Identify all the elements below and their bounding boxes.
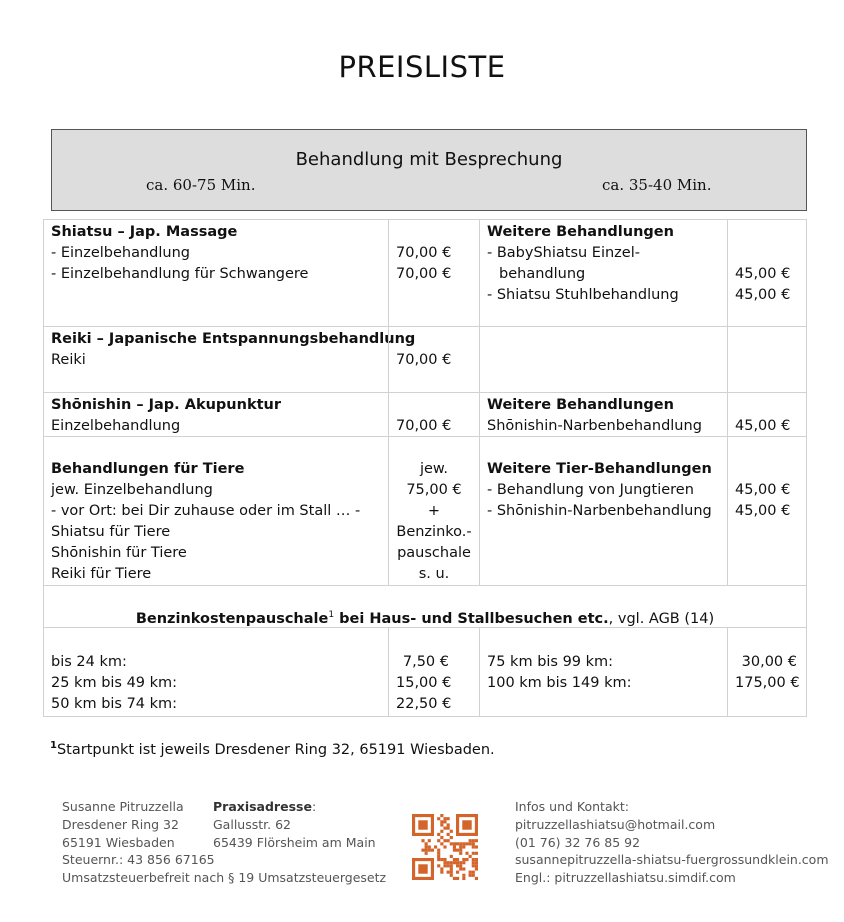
footer-practice: [213, 798, 376, 851]
fuel-left-price1: 7,50 €: [402, 654, 449, 670]
shiatsu-price2: 70,00 €: [396, 266, 452, 282]
reiki-price1: 70,00 €: [396, 352, 452, 368]
animals-line1: jew. Einzelbehandlung: [51, 482, 213, 498]
fuel-left-labels: [43, 627, 389, 717]
footer-practice-colon: :: [311, 799, 317, 814]
shiatsu-line1: - Einzelbehandlung: [51, 245, 190, 261]
qr-code-icon: [412, 814, 478, 880]
shonishin-cell: [43, 392, 389, 437]
reiki-heading: Reiki – Japanische Entspannungsbehandlung: [51, 331, 416, 347]
footer-owner-line2: Dresdener Ring 32: [62, 816, 179, 832]
fuel-left-label3: 50 km bis 74 km:: [51, 696, 178, 712]
shiatsu-more-price1: 45,00 €: [735, 266, 791, 282]
shiatsu-heading: Shiatsu – Jap. Massage: [51, 224, 238, 240]
footer-owner-line4: Steuernr.: 43 856 67165: [62, 852, 215, 868]
fuel-right-label1: 75 km bis 99 km:: [487, 654, 614, 670]
shonishin-more-cell: [479, 392, 728, 437]
shiatsu-price1: 70,00 €: [396, 245, 452, 261]
fuel-title-sup: 1: [328, 610, 335, 620]
shonishin-more-heading: Weitere Behandlungen: [487, 397, 674, 413]
footer-practice-label: Praxisadresse: [213, 799, 312, 814]
footer-owner-line1: Susanne Pitruzzella: [62, 799, 184, 814]
fuel-right-prices: [727, 627, 807, 717]
page-title: PREISLISTE: [338, 50, 506, 84]
shiatsu-line2: - Einzelbehandlung für Schwangere: [51, 266, 309, 282]
footnote-sup: 1: [50, 740, 57, 751]
animals-line5: Reiki für Tiere: [51, 566, 152, 582]
footer-contact-line1: Infos und Kontakt:: [515, 799, 629, 814]
reiki-line1: Reiki: [51, 352, 86, 368]
shonishin-more-line1: Shōnishin-Narbenbehandlung: [487, 418, 702, 434]
footer-contact-website-en[interactable]: Engl.: pitruzzellashiatsu.simdif.com: [515, 870, 736, 886]
reiki-empty-price: [727, 326, 807, 393]
fuel-left-label1: bis 24 km:: [51, 654, 127, 670]
animals-more-price1: 45,00 €: [735, 482, 791, 498]
animals-price-line4: Benzinko.-: [396, 524, 472, 540]
animals-more-line1: - Behandlung von Jungtieren: [487, 482, 694, 498]
reiki-cell: [43, 326, 416, 393]
animals-more-heading: Weitere Tier-Behandlungen: [487, 461, 712, 477]
footnote-text: Startpunkt ist jeweils Dresdener Ring 32, 65191 Wiesbaden.: [56, 741, 495, 758]
animals-price-line6: s. u.: [418, 566, 450, 582]
fuel-left-price3: 22,50 €: [396, 696, 452, 712]
animals-more-price2: 45,00 €: [735, 503, 791, 519]
footer-owner-line5: Umsatzsteuerbefreit nach § 19 Umsatzsteuergesetz: [62, 870, 387, 886]
footnote: [50, 740, 495, 758]
animals-price-line2: 75,00 €: [406, 482, 462, 498]
duration-right: ca. 35-40 Min.: [602, 176, 712, 194]
shiatsu-cell: [43, 219, 389, 327]
footer-contact-website[interactable]: susannepitruzzella-shiatsu-fuergrossundklein.com: [515, 852, 829, 868]
shonishin-prices: [388, 392, 480, 437]
shiatsu-more-line2: - Shiatsu Stuhlbehandlung: [487, 287, 679, 303]
footer-contact: [515, 798, 829, 887]
shiatsu-more-cell: [479, 219, 728, 327]
footer-owner-line3: 65191 Wiesbaden: [62, 834, 175, 850]
animals-prices: [388, 436, 480, 586]
shonishin-line1: Einzelbehandlung: [51, 418, 181, 434]
fuel-left-label2: 25 km bis 49 km:: [51, 675, 178, 691]
animals-line2: - vor Ort: bei Dir zuhause oder im Stall … -: [51, 503, 361, 519]
duration-left: ca. 60-75 Min.: [146, 176, 256, 194]
fuel-right-price2: 175,00 €: [735, 675, 800, 691]
fuel-left-price2: 15,00 €: [396, 675, 452, 691]
shiatsu-more-heading: Weitere Behandlungen: [487, 224, 674, 240]
footer-contact-email[interactable]: pitruzzellashiatsu@hotmail.com: [515, 816, 716, 832]
header-box: [51, 129, 807, 211]
animals-heading: Behandlungen für Tiere: [51, 461, 245, 477]
shiatsu-more-prices: [727, 219, 807, 327]
animals-more-cell: [479, 436, 728, 586]
fuel-title: [43, 585, 807, 628]
header-title: Behandlung mit Besprechung: [295, 149, 563, 170]
fuel-right-label2: 100 km bis 149 km:: [487, 675, 632, 691]
animals-price-line5: pauschale: [397, 545, 471, 561]
footer-contact-phone: (01 76) 32 76 85 92: [515, 834, 641, 850]
shonishin-more-price1: 45,00 €: [735, 418, 791, 434]
animals-more-line2: - Shōnishin-Narbenbehandlung: [487, 503, 712, 519]
animals-line4: Shōnishin für Tiere: [51, 545, 187, 561]
shiatsu-prices: [388, 219, 480, 327]
shiatsu-more-line1a: - BabyShiatsu Einzel-: [487, 245, 640, 261]
fuel-right-price1: 30,00 €: [741, 654, 797, 670]
reiki-prices: [388, 326, 480, 393]
fuel-right-labels: [479, 627, 728, 717]
animals-cell: [43, 436, 389, 586]
fuel-title-bold: Benzinkostenpauschale: [135, 610, 329, 627]
fuel-left-prices: [388, 627, 480, 717]
footer-practice-line2: 65439 Flörsheim am Main: [213, 834, 376, 850]
shonishin-more-prices: [727, 392, 807, 437]
footer-practice-line1: Gallusstr. 62: [213, 816, 291, 832]
fuel-title-normal: , vgl. AGB (14): [608, 610, 715, 627]
shiatsu-more-price2: 45,00 €: [735, 287, 791, 303]
shonishin-price1: 70,00 €: [396, 418, 452, 434]
price-table: [43, 219, 807, 717]
animals-line3: Shiatsu für Tiere: [51, 524, 171, 540]
shonishin-heading: Shōnishin – Jap. Akupunktur: [51, 397, 281, 413]
fuel-title-bold2: bei Haus- und Stallbesuchen etc.: [334, 610, 609, 627]
animals-price-line3: +: [427, 503, 441, 519]
animals-price-line1: jew.: [419, 461, 449, 477]
shiatsu-more-line1b: behandlung: [499, 266, 586, 282]
animals-more-prices: [727, 436, 807, 586]
reiki-empty-cell: [479, 326, 728, 393]
